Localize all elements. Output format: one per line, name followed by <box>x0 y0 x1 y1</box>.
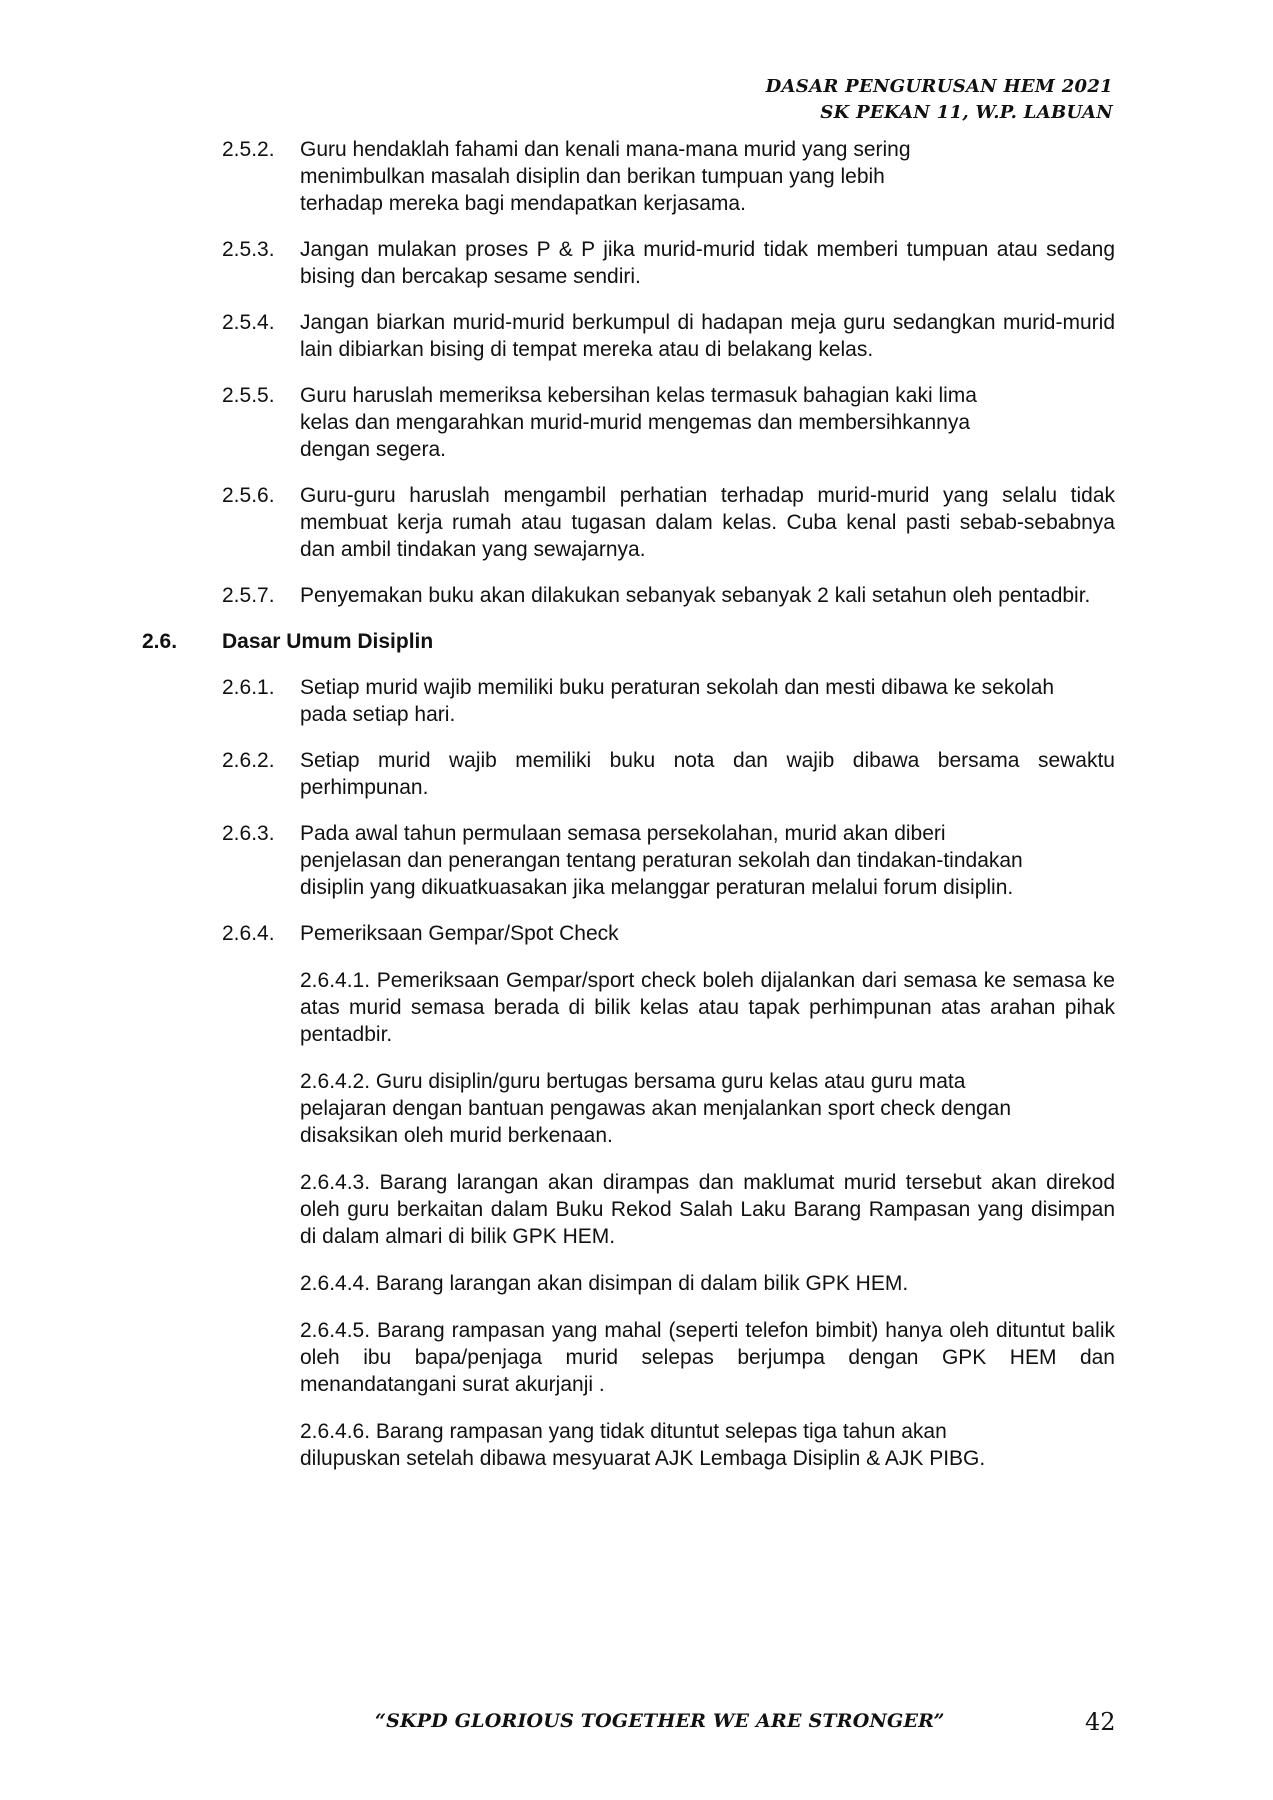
item-number: 2.5.6. <box>222 484 275 507</box>
item-number: 2.5.7. <box>222 584 275 607</box>
section-title: Dasar Umum Disiplin <box>222 630 434 653</box>
list-item-2-6-4 <box>142 920 1115 947</box>
item-number: 2.5.4. <box>222 311 275 334</box>
item-number: 2.6.2. <box>222 749 275 772</box>
sub-item-2-6-4-6 <box>142 1418 1115 1472</box>
section-number: 2.6. <box>142 630 178 653</box>
item-number: 2.6.3. <box>222 822 275 845</box>
document-body <box>142 136 1115 1472</box>
item-number: 2.5.5. <box>222 384 275 407</box>
footer-motto: “SKPD GLORIOUS TOGETHER WE ARE STRONGER” <box>375 1710 945 1732</box>
item-text: Setiap murid wajib memiliki buku peraturan sekolah dan mesti dibawa ke sekolah pada setiap hari. <box>300 676 1055 726</box>
list-item-2-5-7 <box>142 582 1115 609</box>
item-number: 2.6.4. <box>222 922 275 945</box>
list-item-2-5-3 <box>142 236 1115 290</box>
sub-item-2-6-4-5: 2.6.4.5. Barang rampasan yang mahal (seperti telefon bimbit) hanya oleh dituntut balik oleh ibu bapa/penjaga murid selepas berjumpa dengan GPK HEM dan menandatangani surat akurjanji . <box>300 1319 1115 1396</box>
header-school: SK PEKAN 11, W.P. LABUAN <box>820 102 1113 123</box>
item-text: Penyemakan buku akan dilakukan sebanyak sebanyak 2 kali setahun oleh pentadbir. <box>300 584 1091 607</box>
list-item-2-5-4 <box>142 309 1115 363</box>
item-text: Jangan mulakan proses P & P jika murid-murid tidak memberi tumpuan atau sedang bising dan bercakap sesame sendiri. <box>300 238 1115 288</box>
section-heading-2-6 <box>142 628 1115 655</box>
list-item-2-6-3 <box>142 820 1115 901</box>
list-item-2-5-6 <box>142 482 1115 563</box>
item-text: Jangan biarkan murid-murid berkumpul di hadapan meja guru sedangkan murid-murid lain dibiarkan bising di tempat mereka atau di belakang kelas. <box>300 311 1115 361</box>
list-item-2-5-5 <box>142 382 1115 463</box>
item-text: Pemeriksaan Gempar/Spot Check <box>300 922 619 945</box>
sub-item-2-6-4-2 <box>142 1068 1115 1149</box>
item-number: 2.5.2. <box>222 138 275 161</box>
item-number: 2.5.3. <box>222 238 275 261</box>
item-text: Setiap murid wajib memiliki buku nota dan wajib dibawa bersama sewaktu perhimpunan. <box>300 749 1115 799</box>
sub-item-2-6-4-3: 2.6.4.3. Barang larangan akan dirampas dan maklumat murid tersebut akan direkod oleh guru berkaitan dalam Buku Rekod Salah Laku Barang Rampasan yang disimpan di dalam almari di bilik GPK HEM. <box>300 1171 1115 1248</box>
document-header <box>766 74 1113 126</box>
item-text: Guru hendaklah fahami dan kenali mana-mana murid yang sering menimbulkan masalah disiplin dan berikan tumpuan yang lebih terhadap mereka bagi mendapatkan kerjasama. <box>300 138 911 215</box>
item-number: 2.6.1. <box>222 676 275 699</box>
document-footer <box>0 1708 1273 1738</box>
sub-item-2-6-4-4: 2.6.4.4. Barang larangan akan disimpan di dalam bilik GPK HEM. <box>300 1272 909 1295</box>
header-title: DASAR PENGURUSAN HEM 2021 <box>765 76 1113 97</box>
item-text: Guru-guru haruslah mengambil perhatian terhadap murid-murid yang selalu tidak membuat kerja rumah atau tugasan dalam kelas. Cuba kenal pasti sebab-sebabnya dan ambil tindakan yang sewajarnya. <box>300 484 1115 561</box>
sub-item-2-6-4-1: 2.6.4.1. Pemeriksaan Gempar/sport check boleh dijalankan dari semasa ke semasa ke atas murid semasa berada di bilik kelas atau tapak perhimpunan atas arahan pihak pentadbir. <box>300 969 1115 1046</box>
item-text: Guru haruslah memeriksa kebersihan kelas termasuk bahagian kaki lima kelas dan mengarahkan murid-murid mengemas dan membersihkannya dengan segera. <box>300 384 977 461</box>
list-item-2-5-2 <box>142 136 1115 217</box>
list-item-2-6-1 <box>142 674 1115 728</box>
page-number: 42 <box>1085 1708 1116 1736</box>
sub-item-text: 2.6.4.2. Guru disiplin/guru bertugas bersama guru kelas atau guru mata pelajaran dengan bantuan pengawas akan menjalankan sport check dengan disaksikan oleh murid berkenaan. <box>300 1070 1012 1147</box>
list-item-2-6-2 <box>142 747 1115 801</box>
sub-item-text: 2.6.4.6. Barang rampasan yang tidak dituntut selepas tiga tahun akan dilupuskan setelah dibawa mesyuarat AJK Lembaga Disiplin & AJK PIBG. <box>300 1420 986 1470</box>
item-text: Pada awal tahun permulaan semasa persekolahan, murid akan diberi penjelasan dan penerangan tentang peraturan sekolah dan tindakan-tindakan disiplin yang dikuatkuasakan jika melanggar peraturan melalui forum disiplin. <box>300 822 1023 899</box>
